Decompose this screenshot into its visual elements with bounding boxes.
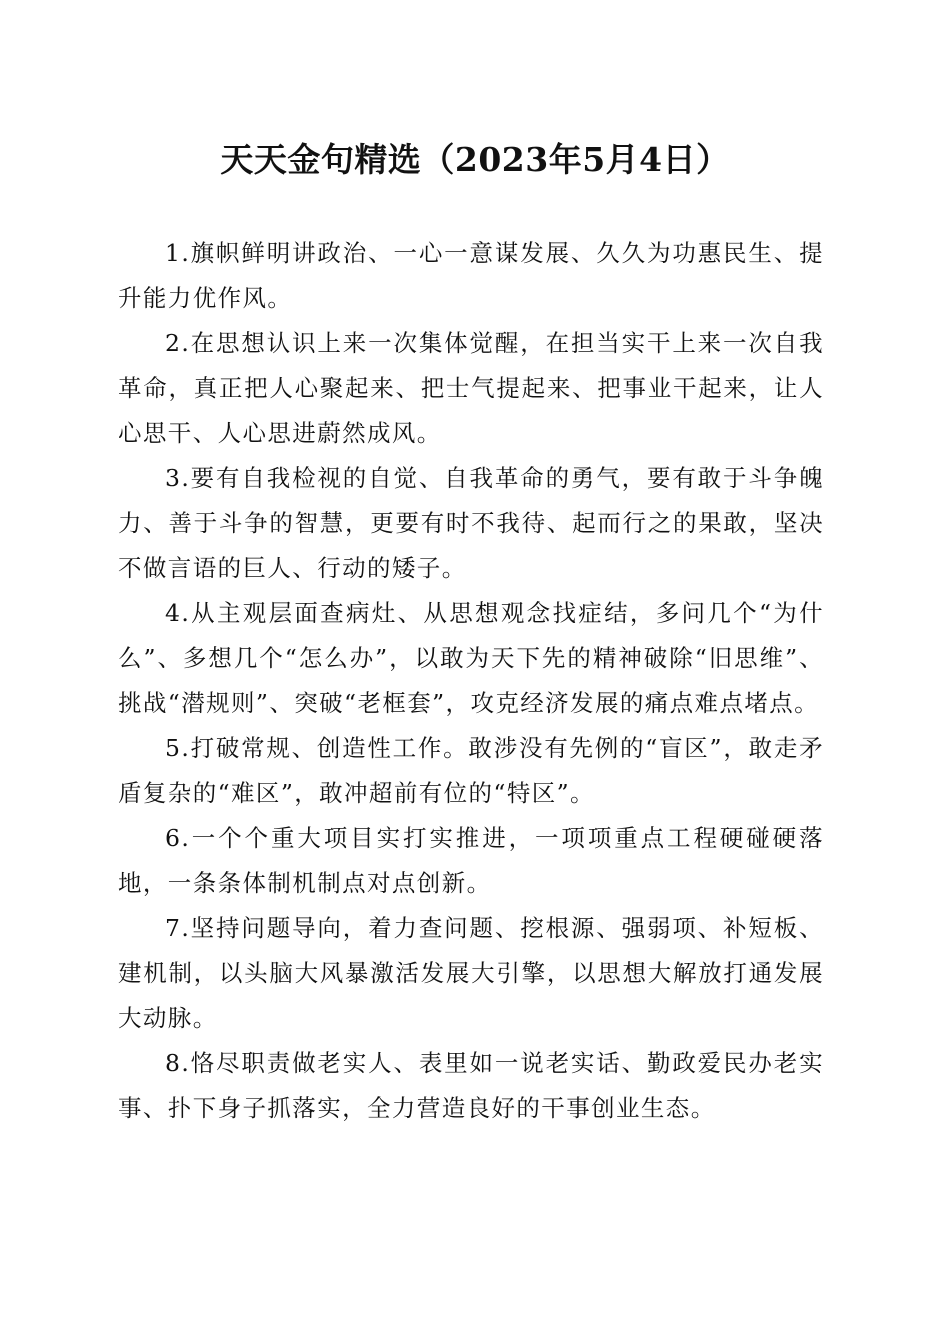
quote-item-7: 7.坚持问题导向，着力查问题、挖根源、强弱项、补短板、建机制，以头脑大风暴激活发展大引擎，以思想大解放打通发展大动脉。: [118, 914, 824, 1032]
quote-item-2: 2.在思想认识上来一次集体觉醒，在担当实干上来一次自我革命，真正把人心聚起来、把士气提起来、把事业干起来，让人心思干、人心思进蔚然成风。: [118, 329, 824, 447]
quote-item-6: 6.一个个重大项目实打实推进，一项项重点工程硬碰硬落地，一条条体制机制点对点创新。: [118, 824, 824, 897]
document-title: 天天金句精选（2023年5月4日）: [220, 140, 730, 179]
quote-item-4: 4.从主观层面查病灶、从思想观念找症结，多问几个“为什么”、多想几个“怎么办”，以敢为天下先的精神破除“旧思维”、挑战“潜规则”、突破“老框套”，攻克经济发展的痛点难点堵点。: [118, 599, 824, 717]
quote-item-3: 3.要有自我检视的自觉、自我革命的勇气，要有敢于斗争魄力、善于斗争的智慧，更要有时不我待、起而行之的果敢，坚决不做言语的巨人、行动的矮子。: [118, 464, 824, 582]
quote-item-1: 1.旗帜鲜明讲政治、一心一意谋发展、久久为功惠民生、提升能力优作风。: [118, 239, 824, 312]
quote-item-8: 8.恪尽职责做老实人、表里如一说老实话、勤政爱民办老实事、扑下身子抓落实，全力营造良好的干事创业生态。: [118, 1049, 824, 1122]
quote-list: [118, 231, 824, 1131]
quote-item-5: 5.打破常规、创造性工作。敢涉没有先例的“盲区”，敢走矛盾复杂的“难区”，敢冲超前有位的“特区”。: [118, 734, 824, 807]
